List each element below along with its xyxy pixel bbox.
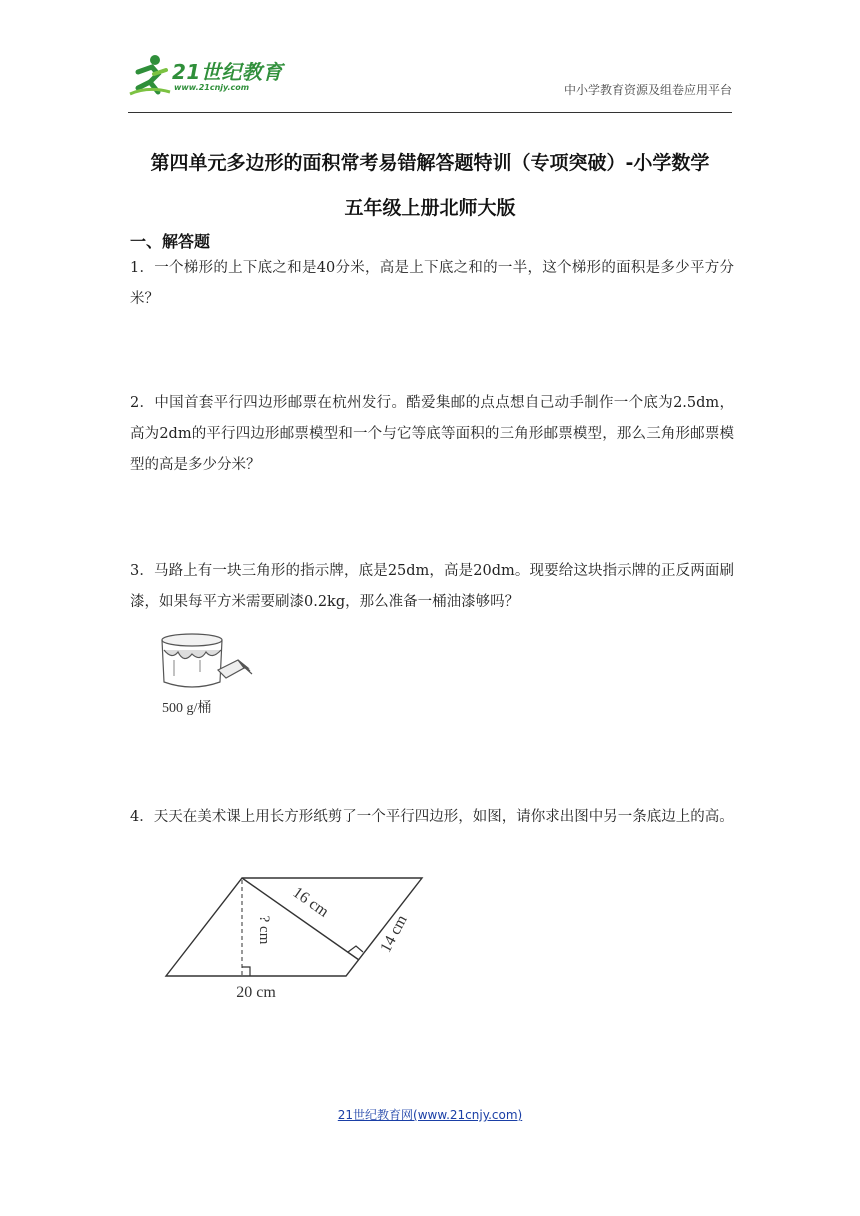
page-header bbox=[128, 52, 732, 114]
section-heading: 一、解答题 bbox=[130, 232, 211, 251]
page-title-line2: 五年级上册北师大版 bbox=[344, 197, 516, 219]
height-label: ? cm bbox=[256, 915, 272, 945]
base-label: 20 cm bbox=[236, 984, 276, 1001]
logo-text: 21世纪教育 bbox=[172, 60, 283, 84]
paint-bucket-figure bbox=[160, 630, 260, 722]
question-2: 2．中国首套平行四边形邮票在杭州发行。酷爱集邮的点点想自己动手制作一个底为2.5dm，高为2dm的平行四边形邮票模型和一个与它等底等面积的三角形邮票模型，那么三角形邮票模型的高是多少分米？ bbox=[130, 395, 734, 473]
header-divider bbox=[128, 112, 732, 113]
page-title-line1: 第四单元多边形的面积常考易错解答题特训（专项突破）-小学数学 bbox=[150, 152, 710, 174]
runner-logo-icon bbox=[128, 52, 172, 98]
question-1: 1．一个梯形的上下底之和是40分米，高是上下底之和的一半，这个梯形的面积是多少平方分米？ bbox=[130, 260, 734, 307]
paint-bucket-icon bbox=[162, 634, 252, 687]
side-label: 14 cm bbox=[377, 912, 411, 956]
diagonal-label: 16 cm bbox=[289, 884, 332, 921]
parallelogram-figure bbox=[160, 868, 430, 1006]
footer-link[interactable]: 21世纪教育网(www.21cnjy.com) bbox=[337, 1108, 523, 1122]
question-4: 4．天天在美术课上用长方形纸剪了一个平行四边形，如图，请你求出图中另一条底边上的高。 bbox=[130, 809, 734, 825]
site-logo bbox=[128, 52, 288, 100]
right-angle-mark-base bbox=[242, 967, 250, 976]
page-footer bbox=[0, 1106, 860, 1123]
platform-label: 中小学教育资源及组卷应用平台 bbox=[563, 83, 732, 97]
paint-bucket-label: 500 g/桶 bbox=[162, 701, 212, 716]
logo-url: www.21cnjy.com bbox=[174, 83, 250, 92]
right-angle-mark-diagonal bbox=[348, 946, 363, 952]
question-3: 3．马路上有一块三角形的指示牌，底是25dm，高是20dm。现要给这块指示牌的正反两面刷漆，如果每平方米需要刷漆0.2kg，那么准备一桶油漆够吗？ bbox=[130, 563, 734, 610]
